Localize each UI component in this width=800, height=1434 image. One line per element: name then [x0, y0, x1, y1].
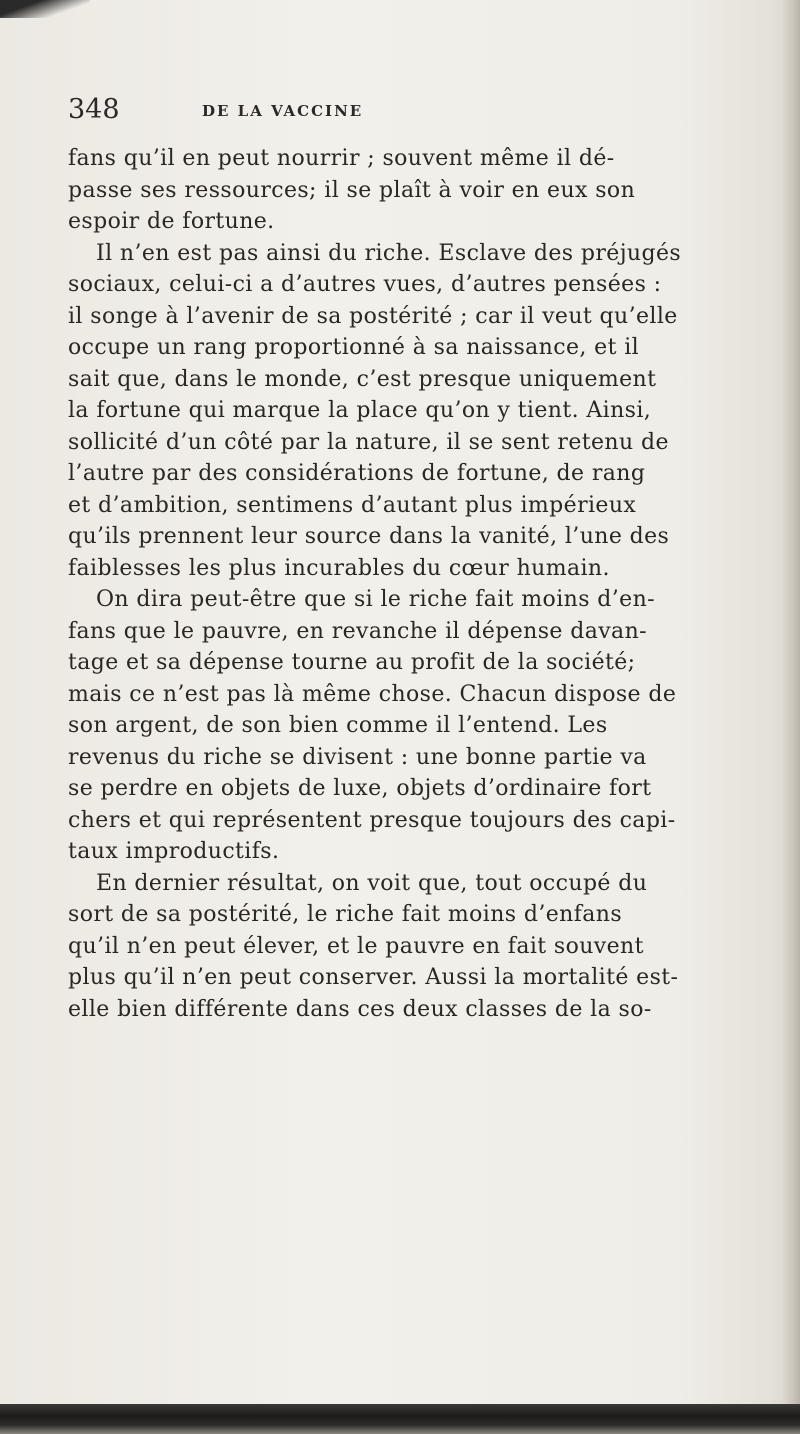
text-line: faiblesses les plus incurables du cœur humain. [68, 555, 610, 581]
text-line: passe ses ressources; il se plaît à voir en eux son [68, 177, 636, 203]
paragraph-start-line: En dernier résultat, on voit que, tout occupé du [96, 870, 648, 896]
page-header [68, 94, 628, 134]
paragraph-start-line: On dira peut-être que si le riche fait moins d’en- [96, 587, 655, 612]
text-line: l’autre par des considérations de fortune, de rang [68, 461, 646, 486]
text-line: tage et sa dépense tourne au profit de la société; [68, 650, 636, 675]
text-line: taux improductifs. [68, 839, 280, 864]
text-line: se perdre en objets de luxe, objets d’ordinaire fort [68, 776, 652, 801]
text-line: occupe un rang proportionné à sa naissance, et il [68, 335, 640, 360]
text-line: et d’ambition, sentimens d’autant plus impérieux [68, 492, 637, 518]
paragraph-start-line: Il n’en est pas ainsi du riche. Esclave des préjugés [96, 240, 682, 266]
text-line: qu’il n’en peut élever, et le pauvre en fait souvent [68, 933, 644, 959]
text-line: elle bien différente dans ces deux classes de la so- [68, 996, 652, 1022]
text-line: plus qu’il n’en peut conserver. Aussi la mortalité est- [68, 965, 679, 990]
text-line: mais ce n’est pas là même chose. Chacun dispose de [68, 681, 677, 707]
running-title: DE LA VACCINE [202, 102, 364, 120]
text-line: sociaux, celui-ci a d’autres vues, d’autres pensées : [68, 272, 662, 297]
text-line: revenus du riche se divisent : une bonne partie va [68, 744, 647, 770]
scan-corner-shadow [0, 0, 90, 18]
text-line: fans que le pauvre, en revanche il dépense davan- [68, 618, 647, 644]
text-line: il songe à l’avenir de sa postérité ; car il veut qu’elle [68, 303, 678, 329]
text-line: sait que, dans le monde, c’est presque uniquement [68, 366, 657, 392]
page-number: 348 [68, 94, 120, 125]
text-line: sort de sa postérité, le riche fait moins d’enfans [68, 902, 623, 927]
body-text [68, 143, 792, 1025]
text-line: la fortune qui marque la place qu’on y tient. Ainsi, [68, 398, 652, 423]
text-line: espoir de fortune. [68, 209, 275, 234]
text-line: chers et qui représentent presque toujours des capi- [68, 807, 676, 833]
text-line: son argent, de son bien comme il l’entend. Les [68, 713, 608, 738]
text-line: sollicité d’un côté par la nature, il se sent retenu de [68, 429, 669, 455]
scan-bottom-edge [0, 1404, 800, 1434]
text-line: qu’ils prennent leur source dans la vanité, l’une des [68, 524, 670, 549]
text-line: fans qu’il en peut nourrir ; souvent même il dé- [68, 146, 615, 171]
